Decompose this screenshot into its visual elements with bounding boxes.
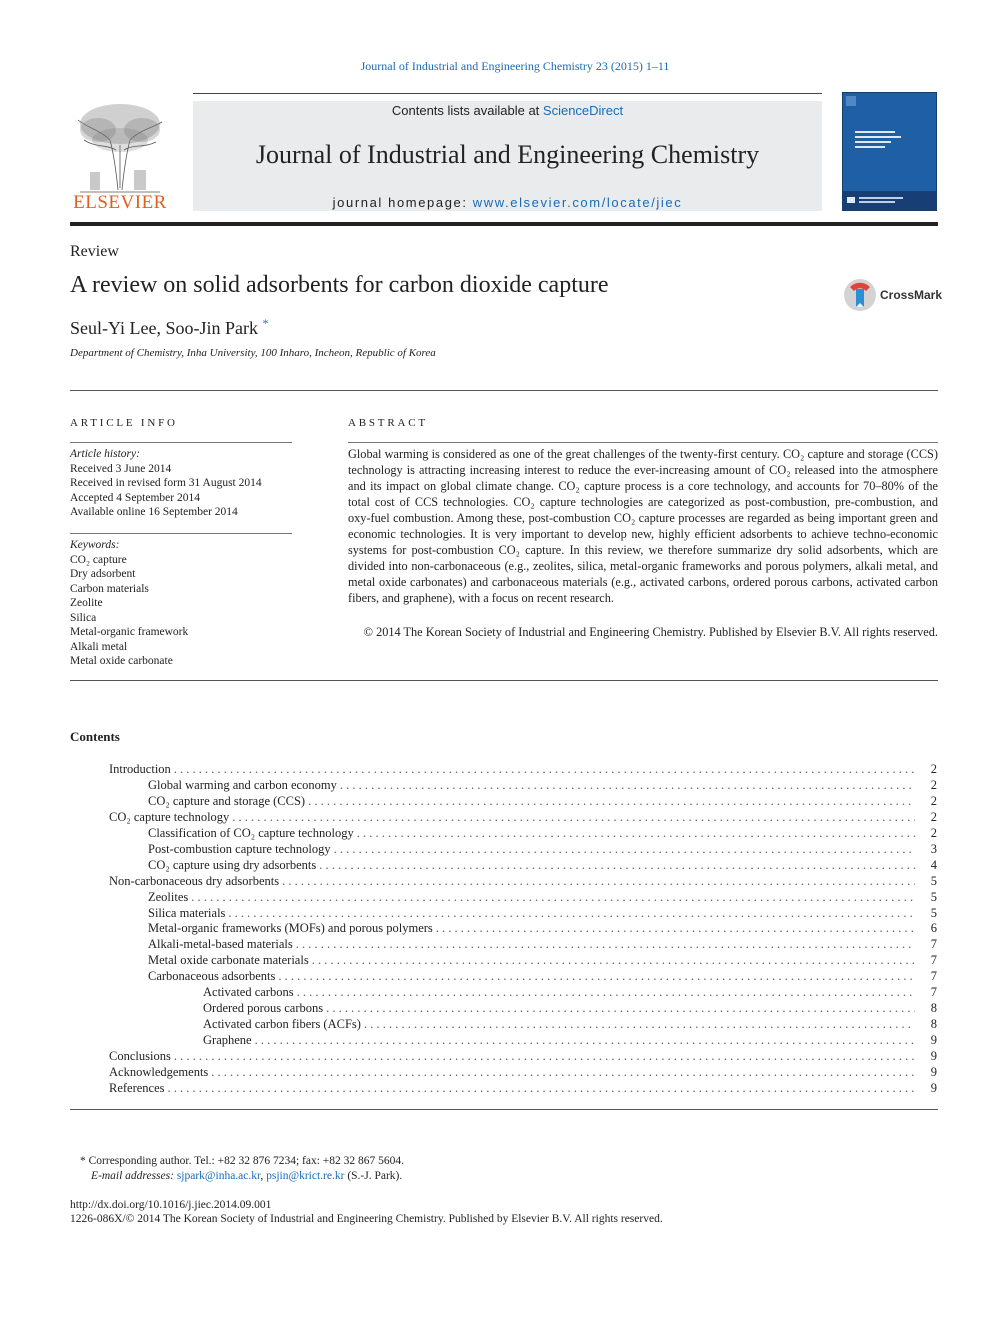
footnote-star: * <box>80 1155 89 1167</box>
toc-leader <box>211 1064 915 1080</box>
email-label: E-mail addresses: <box>91 1170 174 1182</box>
toc-label: Activated carbons <box>203 985 294 999</box>
toc-leader <box>282 873 915 889</box>
toc-label: Metal oxide carbonate materials <box>148 953 309 967</box>
toc-leader <box>308 793 915 809</box>
keyword-item: CO₂ capture <box>70 553 127 566</box>
toc-page: 2 <box>930 778 937 792</box>
toc-leader <box>312 952 915 968</box>
toc-entry[interactable] <box>203 984 937 1000</box>
email-footnote <box>91 1169 402 1184</box>
keyword-item: Metal oxide carbonate <box>70 655 173 667</box>
history-online: Available online 16 September 2014 <box>70 506 238 518</box>
contents-heading: Contents <box>70 729 120 744</box>
email-link-1[interactable]: sjpark@inha.ac.kr <box>176 1170 261 1182</box>
toc-label: Introduction <box>109 762 171 776</box>
toc-page: 9 <box>930 1049 937 1063</box>
toc-label: CO₂ capture using dry adsorbents <box>148 858 317 872</box>
journal-title: Journal of Industrial and Engineering Chemistry <box>255 140 760 169</box>
toc-page: 7 <box>930 969 937 983</box>
contents-bottom-rule <box>70 1109 938 1110</box>
toc-entry[interactable] <box>203 1032 937 1048</box>
homepage-link[interactable]: www.elsevier.com/locate/jiec <box>472 195 683 210</box>
toc-page: 5 <box>930 906 937 920</box>
toc-leader <box>278 968 915 984</box>
toc-entry[interactable] <box>148 857 937 873</box>
corresponding-author-mark[interactable]: * <box>262 316 269 330</box>
toc-label: Ordered porous carbons <box>203 1001 324 1015</box>
running-header[interactable]: Journal of Industrial and Engineering Chemistry 23 (2015) 1–11 <box>360 59 670 73</box>
issn-copyright: 1226-086X/© 2014 The Korean Society of Industrial and Engineering Chemistry. Published by Elsevier B.V. All rights reserved. <box>70 1213 663 1225</box>
keyword-item: Alkali metal <box>70 640 128 653</box>
toc-entry[interactable] <box>109 1080 937 1096</box>
abstract-bottom-rule <box>70 680 938 681</box>
sciencedirect-link[interactable]: ScienceDirect <box>542 103 624 118</box>
toc-page: 4 <box>930 858 937 872</box>
article-history <box>70 447 262 520</box>
toc-label: Acknowledgements <box>109 1065 209 1079</box>
toc-page: 8 <box>930 1001 937 1015</box>
toc-entry[interactable] <box>148 952 937 968</box>
toc-page: 2 <box>930 810 937 824</box>
keyword-item: Zeolite <box>70 597 103 609</box>
toc-leader <box>174 1048 915 1064</box>
contents-prefix: Contents lists available at <box>391 103 543 118</box>
toc-entry[interactable] <box>148 889 937 905</box>
keywords <box>70 538 188 669</box>
article-info-rule <box>70 442 292 443</box>
toc-page: 5 <box>930 874 937 888</box>
toc-leader <box>255 1032 915 1048</box>
doi-link[interactable]: http://dx.doi.org/10.1016/j.jiec.2014.09.001 <box>70 1199 272 1211</box>
keyword-item: Dry adsorbent <box>70 568 136 580</box>
toc-entry[interactable] <box>148 968 937 984</box>
keyword-item: Silica <box>70 611 97 624</box>
journal-homepage-line <box>193 195 822 210</box>
toc-entry[interactable] <box>148 920 937 936</box>
authors-text: Seul-Yi Lee, Soo-Jin Park <box>70 318 258 338</box>
toc-label: Zeolites <box>148 890 189 904</box>
toc-leader <box>334 841 915 857</box>
toc-entry[interactable] <box>148 793 937 809</box>
cover-art <box>843 93 936 210</box>
article-info-heading: ARTICLE INFO <box>70 417 178 429</box>
contents-available-line <box>193 103 822 118</box>
paper-title: A review on solid adsorbents for carbon dioxide capture <box>70 272 609 298</box>
toc-label: Non-carbonaceous dry adsorbents <box>109 874 280 888</box>
article-type: Review <box>70 243 119 260</box>
toc-leader <box>232 809 915 825</box>
corresponding-footnote <box>80 1154 404 1169</box>
toc-label: Classification of CO₂ capture technology <box>148 826 354 840</box>
masthead-top-rule <box>193 93 822 94</box>
crossmark-label[interactable]: CrossMark <box>880 288 943 302</box>
toc-label: Silica materials <box>148 906 226 920</box>
toc-entry[interactable] <box>148 905 937 921</box>
toc-page: 7 <box>930 937 937 951</box>
keyword-item: Carbon materials <box>70 582 149 595</box>
toc-entry[interactable] <box>148 936 937 952</box>
toc-entry[interactable] <box>148 841 937 857</box>
homepage-prefix: journal homepage: <box>332 195 473 210</box>
toc-page: 6 <box>930 921 937 935</box>
email-link-2[interactable]: psjin@krict.re.kr <box>266 1170 345 1182</box>
affiliation: Department of Chemistry, Inha University, 100 Inharo, Incheon, Republic of Korea <box>70 347 436 359</box>
toc-label: Activated carbon fibers (ACFs) <box>203 1017 361 1031</box>
toc-leader <box>168 1080 915 1096</box>
toc-entry[interactable] <box>148 825 937 841</box>
abstract-copyright: © 2014 The Korean Society of Industrial and Engineering Chemistry. Published by Elsevier B.V. All rights reserved. <box>363 625 938 639</box>
header-divider <box>70 390 938 391</box>
history-label: Article history: <box>70 448 140 460</box>
masthead-bottom-rule <box>70 222 938 226</box>
history-accepted: Accepted 4 September 2014 <box>70 491 200 504</box>
toc-leader <box>174 761 915 777</box>
toc-leader <box>296 936 915 952</box>
journal-cover-thumbnail[interactable] <box>842 92 937 211</box>
toc-label: Global warming and carbon economy <box>148 778 337 792</box>
toc-leader <box>340 777 915 793</box>
toc-page: 5 <box>930 890 937 904</box>
abstract-rule <box>348 442 938 443</box>
author-list <box>70 316 268 339</box>
elsevier-wordmark: ELSEVIER <box>73 192 167 213</box>
toc-entry[interactable] <box>203 1000 937 1016</box>
toc-page: 7 <box>930 985 937 999</box>
toc-label: Graphene <box>203 1033 252 1047</box>
toc-page: 9 <box>930 1081 937 1095</box>
toc-label: Conclusions <box>109 1049 171 1063</box>
toc-label: References <box>109 1081 165 1095</box>
crossmark-icon[interactable] <box>842 277 878 313</box>
toc-leader <box>297 984 915 1000</box>
toc-label: CO₂ capture technology <box>109 810 230 824</box>
toc-leader <box>191 889 915 905</box>
toc-leader <box>326 1000 915 1016</box>
toc-label: CO₂ capture and storage (CCS) <box>148 794 306 808</box>
toc-entry[interactable] <box>109 873 937 889</box>
toc-page: 2 <box>930 762 937 776</box>
toc-entry[interactable] <box>109 809 937 825</box>
toc-page: 2 <box>930 826 937 840</box>
email-sep: , <box>260 1170 267 1182</box>
abstract-body: Global warming is considered as one of the great challenges of the twenty-first century. CO₂ capture and storage (CCS) technology is attracting increasing interest to reduce the ever-increasing amount of CO₂ released into the atmosphere and its impact on global climate change. CO₂ capture process is a core technology, and accounts for 70–80% of the total cost of CCS technologies. CO₂ capture technologies are categorized as post-combustion, pre-combustion, and oxy-fuel combustion. Among these, post-combustion CO₂ capture processes are regarded as being important green and economic technologies. It is very important to develop new, highly efficient adsorbents to achieve techno-economic systems for post-combustion CO₂ capture. In this review, we therefore summarize dry solid adsorbents, which are divided into non-carbonaceous (e.g., zeolites, silica, metal-organic frameworks and porous polymers, alkali metal, and metal oxide carbonates) and carbonaceous materials (e.g., activated carbons, ordered porous carbons, activated carbon fibers, and graphene), with a focus on recent research. <box>348 447 938 605</box>
toc-page: 8 <box>930 1017 937 1031</box>
toc-leader <box>436 920 915 936</box>
toc-leader <box>364 1016 915 1032</box>
toc-page: 9 <box>930 1033 937 1047</box>
email-suffix: (S.-J. Park). <box>344 1170 403 1182</box>
keywords-rule <box>70 533 292 534</box>
toc-page: 7 <box>930 953 937 967</box>
history-revised: Received in revised form 31 August 2014 <box>70 477 262 489</box>
keywords-label: Keywords: <box>70 539 120 551</box>
toc-entry[interactable] <box>109 1048 937 1064</box>
toc-leader <box>319 857 915 873</box>
toc-page: 9 <box>930 1065 937 1079</box>
toc-entry[interactable] <box>109 761 937 777</box>
toc-entry[interactable] <box>109 1064 937 1080</box>
toc-page: 3 <box>930 842 937 856</box>
toc-leader <box>228 905 915 921</box>
abstract-heading: ABSTRACT <box>348 417 428 429</box>
toc-label: Metal-organic frameworks (MOFs) and porous polymers <box>148 921 433 935</box>
toc-label: Carbonaceous adsorbents <box>148 969 276 983</box>
keyword-item: Metal-organic framework <box>70 626 189 638</box>
corresponding-text: Corresponding author. Tel.: +82 32 876 7234; fax: +82 32 867 5604. <box>88 1155 405 1167</box>
toc-entry[interactable] <box>148 777 937 793</box>
toc-label: Post-combustion capture technology <box>148 842 331 856</box>
toc-page: 2 <box>930 794 937 808</box>
toc-entry[interactable] <box>203 1016 937 1032</box>
history-received: Received 3 June 2014 <box>70 462 172 475</box>
toc-label: Alkali-metal-based materials <box>148 937 293 951</box>
toc-leader <box>357 825 915 841</box>
